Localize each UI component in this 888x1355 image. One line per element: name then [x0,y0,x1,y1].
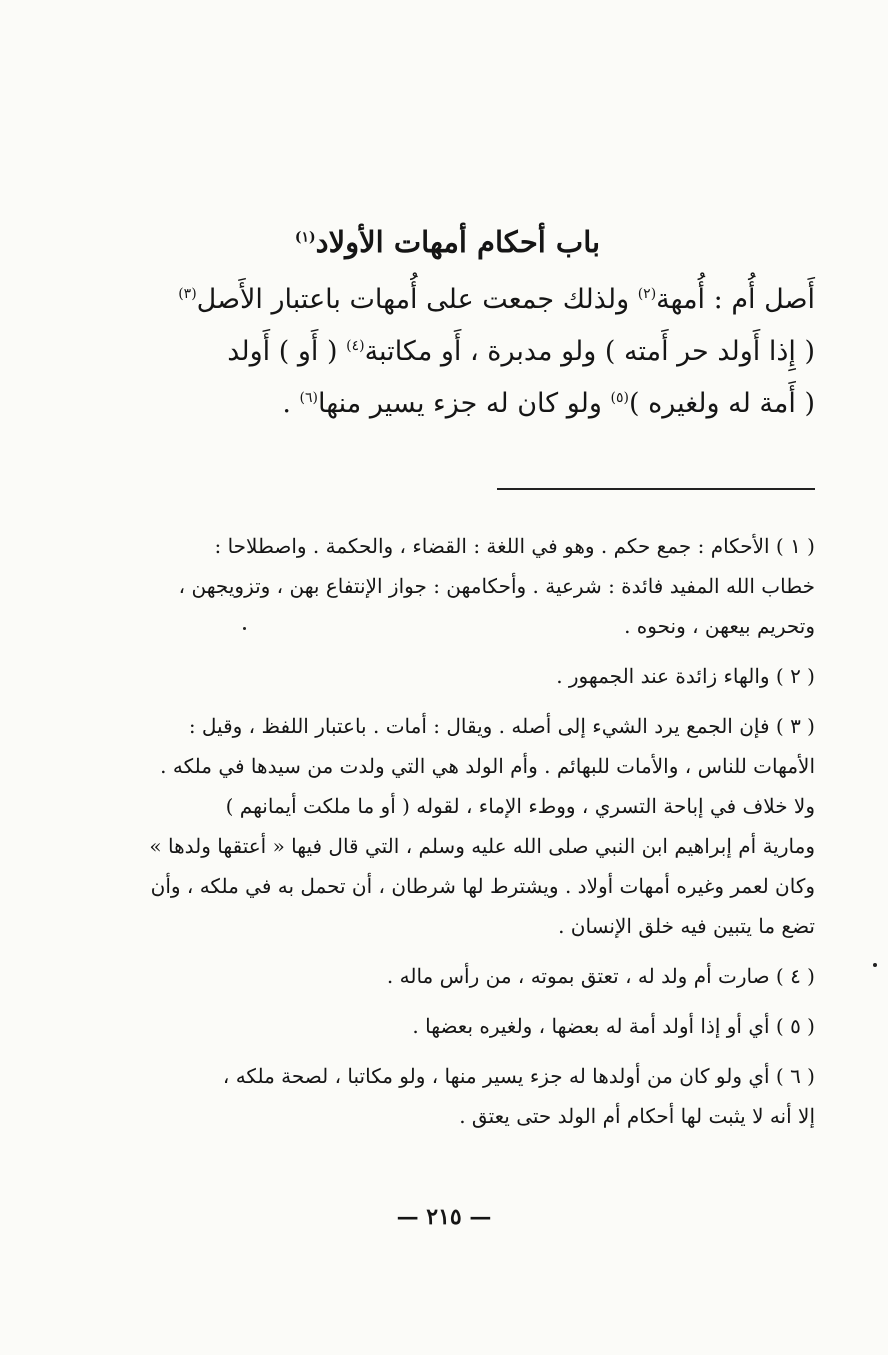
footnote-ref: (٢) [637,286,657,302]
main-line [80,274,815,326]
footnote-line: ومارية أم إبراهيم ابن النبي صلى الله عليه وسلم ، التي قال فيها « أعتقها ولدها » [149,834,815,858]
footnote-line: الأمهات للناس ، والأمات للبهائم . وأم الولد هي التي ولدت من سيدها في ملكه . [160,754,815,778]
main-segment: ولو كان له جزء يسير منها [317,388,611,419]
footnote-4 [80,956,815,996]
main-segment: أَصل أُم : أُمهة [656,284,815,315]
footnote-line: ( ٤ ) صارت أم ولد له ، تعتق بموته ، من رأس ماله . [386,964,815,988]
footnote-6 [80,1056,815,1136]
chapter-title-text: باب أحكام أمهات الأولاد [315,225,601,259]
footnote-line: ( ٢ ) والهاء زائدة عند الجمهور . [556,664,815,688]
main-text [80,274,815,430]
page-body [80,220,815,1128]
main-segment: ( أَمة له ولغيره ) [628,388,815,419]
main-segment: ولذلك جمعت على أُمهات باعتبار الأَصل [196,284,638,315]
footnote-line: ولا خلاف في إباحة التسري ، ووطء الإماء ، لقوله ( أو ما ملكت أيمانهم ) [225,794,815,818]
footnote-line: إلا أنه لا يثبت لها أحكام أم الولد حتى يعتق . [459,1104,815,1128]
footnote-ref: (٤) [346,338,365,354]
scan-speck [873,963,877,967]
main-line [80,326,815,378]
footnote-line: خطاب الله المفيد فائدة : شرعية . وأحكامهن : جواز الإنتفاع بهن ، وتزويجهن ، [178,574,815,598]
footnote-ref: (٣) [178,286,197,302]
footnote-line: وتحريم بيعهن ، ونحوه . [624,614,815,638]
footnote-ref: (١) [294,229,316,246]
main-segment: ( أَو ) أَولد [227,336,347,367]
footnote-line: وكان لعمر وغيره أمهات أولاد . ويشترط لها شرطان ، أن تحمل به في ملكه ، وأن [150,874,815,898]
footnote-line: ( ٥ ) أي أو إذا أولد أمة له بعضها ، ولغيره بعضها . [412,1014,815,1038]
footnote-5 [80,1006,815,1046]
footnote-line: تضع ما يتبين فيه خلق الإنسان . [558,914,815,938]
scan-speck [243,627,246,630]
chapter-title [80,220,815,264]
footnote-line: ( ٦ ) أي ولو كان من أولدها له جزء يسير منها ، ولو مكاتبا ، لصحة ملكه ، [222,1064,815,1088]
footnote-separator [497,488,815,490]
main-segment: . [282,388,300,419]
page-number: — ٢١٥ — [396,1204,492,1230]
footnote-line: ( ١ ) الأحكام : جمع حكم . وهو في اللغة : القضاء ، والحكمة . واصطلاحا : [214,534,815,558]
footnote-ref: (٦) [299,390,318,406]
footnote-ref: (٥) [610,390,629,406]
footnotes [80,526,815,1146]
footnote-3 [80,706,815,946]
footnote-2 [80,656,815,696]
main-segment: ( إِذا أَولد حر أَمته ) ولو مدبرة ، أَو مكاتبة [364,336,815,367]
main-line [80,378,815,430]
footnote-line: ( ٣ ) فإن الجمع يرد الشيء إلى أصله . ويقال : أمات . باعتبار اللفظ ، وقيل : [188,714,815,738]
footnote-1 [80,526,815,646]
